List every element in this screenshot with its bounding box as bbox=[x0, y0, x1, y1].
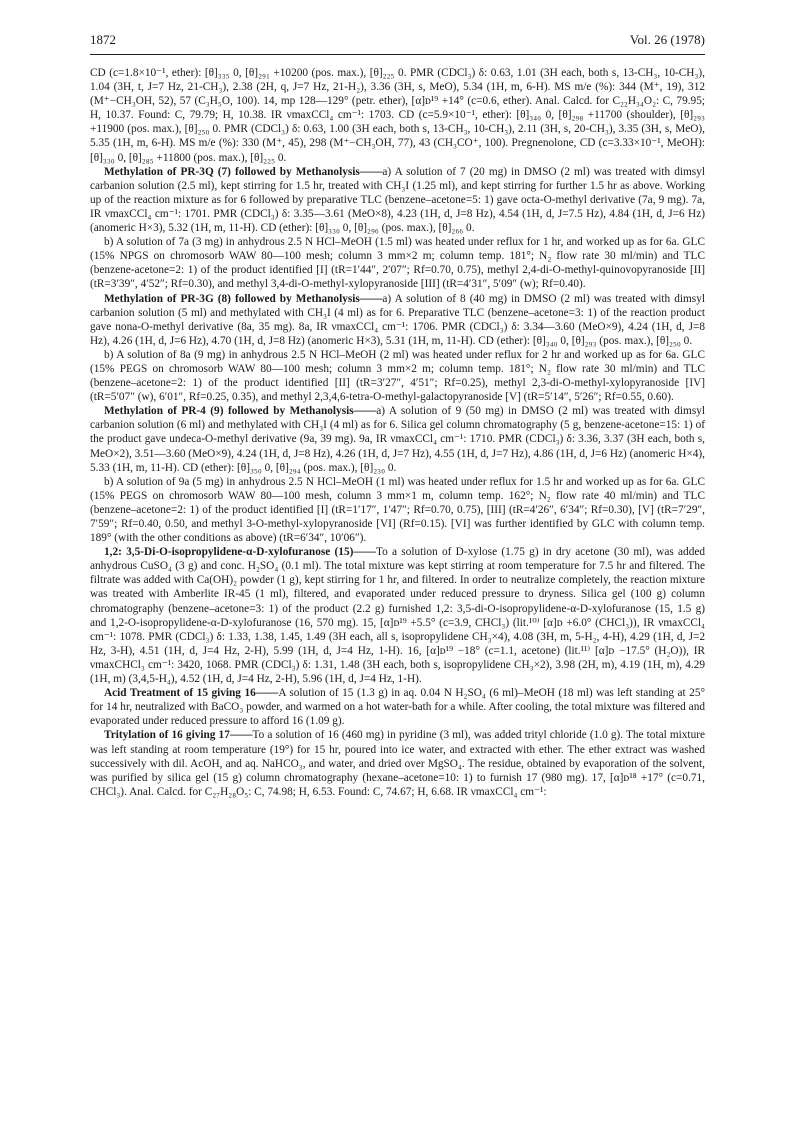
paragraph-acid-treatment bbox=[90, 686, 705, 728]
paragraph-heading: Methylation of PR-3G (8) followed by Methanolysis—— bbox=[104, 292, 383, 305]
paragraph-xylofuranose-15 bbox=[90, 545, 705, 686]
paragraph-text: a) A solution of 9 (50 mg) in DMSO (2 ml) was treated with dimsyl carbanion solution (6 ml) and methylated with CH₃I (4 ml) as for 6. Silica gel column chromatography (5 g, benzene-acetone=15: 1) of the product gave undeca-O-methyl derivative (9a, 39 mg). 9a, IR νmaxCCl₄ cm⁻¹: 1710. PMR (CDCl₃) δ: 3.36, 3.37 (3H each, both s, MeO×2), 3.51—3.60 (MeO×9), 4.24 (1H, d, J=8 Hz), 4.26 (1H, d, J=7 Hz), 4.55 (1H, d, J=7 Hz), 4.86 (1H, d, J=6 Hz) (anomeric H×4), 5.33 (1H, m, 11-H). CD (ether): [θ]₃₅₀ 0, [θ]₂₉₄ (pos. max.), [θ]₂₃₀ 0. bbox=[90, 405, 705, 474]
running-header bbox=[90, 30, 705, 55]
paragraph-heading: Acid Treatment of 15 giving 16—— bbox=[104, 687, 279, 700]
paragraph-methylation-pr3g bbox=[90, 292, 705, 348]
paragraph-tritylation bbox=[90, 728, 705, 798]
paragraph-cd-data bbox=[90, 66, 705, 165]
paragraph-methylation-pr4 bbox=[90, 404, 705, 474]
volume-label: Vol. 26 (1978) bbox=[629, 32, 705, 47]
page-number: 1872 bbox=[90, 32, 116, 47]
paragraph-methylation-pr3q bbox=[90, 165, 705, 235]
paragraph-heading: 1,2: 3,5-Di-O-isopropylidene-α-D-xylofuranose (15)—— bbox=[104, 546, 376, 559]
paragraph-text: To a solution of 16 (460 mg) in pyridine (3 ml), was added trityl chloride (1.0 g). The total mixture was left standing at room temperature (19°) for 15 hr, poured into ice water, and extracted with ether. The ether extract was washed successively with dil. AcOH, and aq. NaHCO₃, and water, and dried over MgSO₄. The residue, obtained by evaporation of the solvent, was purified by silica gel (15 g) column chromatography (hexane–acetone=10: 1) to furnish 17 (980 mg). 17, [α]ᴅ¹⁸ +17° (c=0.71, CHCl₃). Anal. Calcd. for C₂₇H₂₈O₅: C, 74.98; H, 6.53. Found: C, 74.67; H, 6.68. IR νmaxCCl₄ cm⁻¹: bbox=[90, 729, 705, 798]
paragraph-text: a) A solution of 8 (40 mg) in DMSO (2 ml) was treated with dimsyl carbanion solution (5 ml) and methylated with CH₃I (4 ml) as for 6. Preparative TLC (benzene–acetone=3: 1) of the reaction product gave nona-O-methyl derivative (8a, 35 mg). 8a, IR νmaxCCl₄ cm⁻¹: 1706. PMR (CDCl₃) δ: 3.34—3.60 (MeO×9), 4.24 (1H, d, J=8 Hz), 4.26 (1H, d, J=6 Hz), 4.70 (1H, d, J=8 Hz) (anomeric H×3), 5.31 (1H, m, 11-H). CD (ether): [θ]₃₄₀ 0, [θ]₂₉₃ (pos. max.), [θ]₂₅₀ 0. bbox=[90, 292, 705, 347]
paragraph-text: A solution of 15 (1.3 g) in aq. 0.04 N H₂SO₄ (6 ml)–MeOH (18 ml) was left standing at 25° for 14 hr, neutralized with BaCO₃ powder, and warmed on a hot water-bath for a while. After cooling, the total mixture was filtered and evaporated under reduced pressure to afford 16 (1.09 g). bbox=[90, 687, 705, 728]
article-body bbox=[90, 66, 705, 1089]
paragraph-text: b) A solution of 9a (5 mg) in anhydrous 2.5 N HCl–MeOH (1 ml) was heated under reflux for 1.5 hr and worked up as for 6a. GLC (15% PEGS on chromosorb WAW 80—100 mesh, column 3 mm×1 m, column temp. 162°; N₂ flow rate 40 ml/min) and TLC (benzene–acetone=2: 1) of the product identified [I] (tR=1′17″, 1′47″; Rf=0.70, 0.75), [III] (tR=4′26″, 6′34″; Rf=0.30), [V] (tR=7′29″, 7′59″; Rf=0.40, 0.50, and methyl 3-O-methyl-xylopyranoside [VI] (Rf=0.15). [VI] was further identified by GLC with column temp. 189° (with the other conditions as above) (tR=6′34″, 10′06″). bbox=[90, 475, 705, 545]
paragraph-heading: Methylation of PR-3Q (7) followed by Methanolysis—— bbox=[104, 165, 383, 178]
paragraph-methanolysis-7a bbox=[90, 235, 705, 291]
paragraph-text: CD (c=1.8×10⁻¹, ether): [θ]₃₃₅ 0, [θ]₂₉₁ +10200 (pos. max.), [θ]₂₂₅ 0. PMR (CDCl₃) δ: 0.63, 1.01 (3H each, both s, 13-CH₃, 10-CH₃), 1.04 (3H, t, J=7 Hz, 21-CH₃), 2.38 (2H, q, J=7 Hz, 21-H₂), 3.36 (3H, s, MeO), 5.34 (1H, m, 6-H). MS m/e (%): 344 (M⁺, 19), 312 (M⁺−CH₃OH, 52), 57 (C₃H₅O, 100). 14, mp 128—129° (petr. ether), [α]ᴅ¹⁹ +14° (c=0.6, ether). Anal. Calcd. for C₂₂H₃₄O₂: C, 79.95; H, 10.37. Found: C, 79.79; H, 10.38. IR νmaxCCl₄ cm⁻¹: 1703. CD (c=5.9×10⁻¹, ether): [θ]₃₄₀ 0, [θ]₂₉₈ +11700 (shoulder), [θ]₂₉₃ +11900 (pos. max.), [θ]₂₅₀ 0. PMR (CDCl₃) δ: 0.63, 1.00 (3H each, both s, 13-CH₃, 10-CH₃), 2.11 (3H, s, 20-CH₃), 3.35 (3H, s, MeO), 5.35 (1H, m, 6-H). MS m/e (%): 330 (M⁺, 45), 298 (M⁺−CH₃OH, 77), 43 (CH₃CO⁺, 100). Pregnenolone, CD (c=3.33×10⁻¹, MeOH): [θ]₃₃₀ 0, [θ]₂₈₅ +11800 (pos. max.), [θ]₂₂₅ 0. bbox=[90, 67, 705, 164]
paragraph-heading: Tritylation of 16 giving 17—— bbox=[104, 729, 253, 742]
paragraph-text: To a solution of D-xylose (1.75 g) in dry acetone (30 ml), was added anhydrous CuSO₄ (3 g) and conc. H₂SO₄ (0.1 ml). The total mixture was kept stirring at room temperature for 7.5 hr and filtered. The filtrate was added with Ca(OH)₂ powder (1 g), kept stirring for 1 hr, and filtered. In order to neutralize completely, the reaction mixture was treated with Amberlite IR-45 (1 ml), filtered, and evaporated under reduced pressure to dryness. Silica gel (100 g) column chromatography (benzene–acetone=3: 1) of the product (2.2 g) furnished 1,2: 3,5-di-O-isopropylidene-α-D-xylofuranose (15, 1.5 g) and 1,2-O-isopropylidene-α-D-xylofuranose (16, 570 mg). 15, [α]ᴅ¹⁹ +5.5° (c=3.9, CHCl₃) (lit.¹⁰⁾ [α]ᴅ +6.0° (CHCl₃)), IR νmaxCCl₄ cm⁻¹: 1078. PMR (CDCl₃) δ: 1.33, 1.38, 1.45, 1.49 (3H each, all s, isopropylidene CH₃×4), 4.08 (3H, m, 5-H₂, 4-H), 4.29 (1H, d, J=2 Hz, 3-H), 4.51 (1H, d, J=4 Hz, 2-H), 5.99 (1H, d, J=4 Hz, 1-H). 16, [α]ᴅ¹⁹ −18° (c=1.1, acetone) (lit.¹¹⁾ [α]ᴅ −17.5° (H₂O)), IR νmaxCHCl₃ cm⁻¹: 3420, 1068. PMR (CDCl₃) δ: 1.31, 1.48 (3H each, both s, isopropylidene CH₃×2), 3.98 (2H, m), 4.19 (1H, m), 4.29 (1H, m) (3,4,5-H₄), 4.52 (1H, d, J=4 Hz, 2-H), 5.96 (1H, d, J=4 Hz, 1-H). bbox=[90, 546, 705, 686]
paragraph-text: b) A solution of 7a (3 mg) in anhydrous 2.5 N HCl–MeOH (1.5 ml) was heated under reflux for 1 hr, and worked up as for 6a. GLC (15% NPGS on chromosorb WAW 80—100 mesh; column 3 mm×2 m; column temp. 181°; N₂ flow rate 30 ml/min) and TLC (benzene-acetone=2: 1) of the product identified [I] (tR=1′44″, 2′07″; Rf=0.70, 0.75), methyl 2,4-di-O-methyl-quinovopyranoside [II] (tR=3′39″, 4′52″; Rf=0.30), and methyl 3,4-di-O-methyl-xylopyranoside [III] (tR=4′31″, 5′09″ (w); Rf=0.40). bbox=[90, 236, 705, 291]
paragraph-methanolysis-9a bbox=[90, 475, 705, 545]
paragraph-methanolysis-8a bbox=[90, 348, 705, 404]
paragraph-text: a) A solution of 7 (20 mg) in DMSO (2 ml) was treated with dimsyl carbanion solution (2.5 ml), kept stirring for 1.5 hr, treated with CH₃I (1.25 ml), and kept stirring for further 1.5 hr as above. Working up of the reaction mixture as for 6 followed by preparative TLC (benzene–acetone=5: 1) gave octa-O-methyl derivative (7a, 9 mg). 7a, IR νmaxCCl₄ cm⁻¹: 1701. PMR (CDCl₃) δ: 3.35—3.61 (MeO×8), 4.23 (1H, d, J=8 Hz), 4.54 (1H, d, J=7.5 Hz), 4.84 (1H, d, J=6 Hz) (anomeric H×3), 5.32 (1H, m, 11-H). CD (ether): [θ]₃₃₀ 0, [θ]₂₉₆ (pos. max.), [θ]₂₆₆ 0. bbox=[90, 165, 705, 235]
paragraph-heading: Methylation of PR-4 (9) followed by Methanolysis—— bbox=[104, 405, 377, 418]
paragraph-text: b) A solution of 8a (9 mg) in anhydrous 2.5 N HCl–MeOH (2 ml) was heated under reflux for 2 hr and worked up as for 6a. GLC (15% PEGS on chromosorb WAW 80—100 mesh; column 3 mm×2 m; column temp. 181°; N₂ flow rate 30 ml/min) and TLC (benzene–acetone=2: 1) of the product identified [II] (tR=3′27″, 4′51″; Rf=0.25), methyl 2,3-di-O-methyl-xylopyranoside [IV] (tR=5′07″ (w), 6′01″, Rf=0.25, 0.35), and methyl 2,3,4,6-tetra-O-methyl-galactopyranoside [V] (tR=5′14″, 5′26″; Rf=0.55, 0.60). bbox=[90, 348, 705, 404]
